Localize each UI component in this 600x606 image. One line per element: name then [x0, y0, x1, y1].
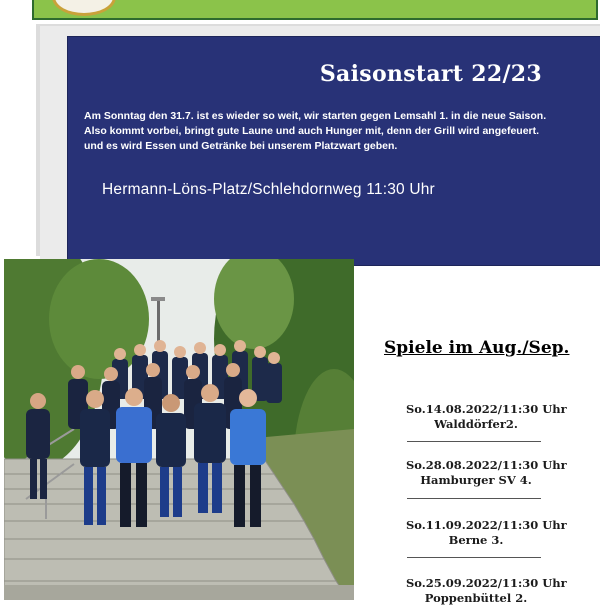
game-opponent: Poppenbüttel 2.	[424, 591, 528, 605]
game-opponent: Hamburger SV 4.	[420, 473, 532, 487]
game-divider	[407, 498, 541, 499]
announcement-text	[84, 109, 584, 154]
announcement-line: und es wird Essen und Getränke bei unserem Platzwart geben.	[84, 140, 398, 152]
game-divider	[407, 441, 541, 442]
game-opponent: Berne 3.	[448, 533, 504, 547]
game-entry	[406, 458, 567, 488]
announcement-panel	[68, 37, 600, 265]
team-photo	[4, 259, 354, 600]
schedule-title: Spiele im Aug./Sep.	[384, 338, 570, 358]
announcement-title: Saisonstart 22/23	[319, 61, 542, 87]
game-datetime: So.14.08.2022/11:30 Uhr	[406, 402, 567, 416]
game-opponent: Walddörfer2.	[434, 417, 518, 431]
game-datetime: So.28.08.2022/11:30 Uhr	[406, 458, 567, 472]
header-bar	[32, 0, 598, 20]
announcement-line: Also kommt vorbei, bringt gute Laune und auch Hunger mit, denn der Grill wird angefeuert.	[84, 125, 540, 137]
venue-address: Hermann-Löns-Platz/Schlehdornweg 11:30 Uhr	[102, 181, 435, 198]
team-photo-illustration	[4, 259, 354, 600]
announcement-line: Am Sonntag den 31.7. ist es wieder so weit, wir starten gegen Lemsahl 1. in die neue Saison.	[84, 110, 547, 122]
game-entry	[406, 518, 567, 548]
game-entry	[406, 402, 567, 432]
game-datetime: So.11.09.2022/11:30 Uhr	[406, 518, 567, 532]
game-datetime: So.25.09.2022/11:30 Uhr	[406, 576, 567, 590]
game-entry	[406, 576, 567, 606]
game-divider	[407, 557, 541, 558]
